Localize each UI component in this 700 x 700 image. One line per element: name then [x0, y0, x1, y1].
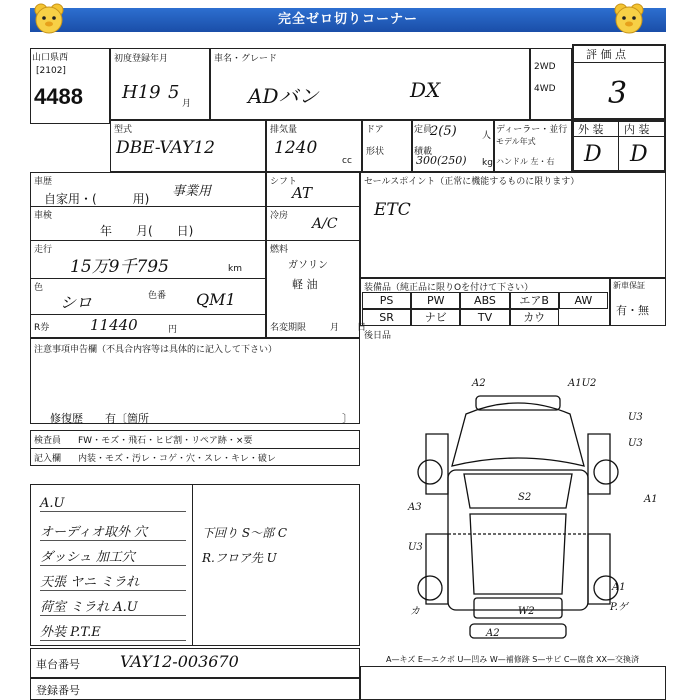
colorcode-label: 色番 — [148, 291, 167, 301]
handle-label: ハンドル 左・右 — [496, 157, 555, 166]
door-label: ドア — [366, 125, 384, 135]
exterior-label: 外 装 — [578, 123, 604, 136]
use-value: 自家用・( 用) — [44, 192, 150, 206]
sales-points-box — [360, 172, 666, 278]
first-reg-month: 5 — [168, 82, 180, 103]
damage-mark: U3 — [628, 412, 643, 423]
entry-items: 内装・モズ・汚レ・コゲ・穴・スレ・キレ・破レ — [78, 454, 276, 464]
inspection-value: 年 月( 日) — [100, 224, 194, 238]
remark-left-line: 天張 ヤニ ミラれ — [40, 571, 186, 591]
drive-2wd: 2WD — [534, 62, 556, 72]
recycle-unit: 円 — [168, 325, 178, 335]
car-name-label: 車名・グレード — [214, 54, 278, 64]
use-hand: 事業用 — [172, 184, 212, 199]
car-damage-diagram — [370, 374, 666, 644]
drive-4wd: 4WD — [534, 84, 556, 94]
equipment-item: PS — [362, 292, 411, 309]
ac-value: A/C — [312, 216, 338, 232]
shift-label: シフト — [270, 177, 298, 187]
footer-right-box — [360, 666, 666, 700]
damage-mark: A1U2 — [568, 378, 597, 389]
equipment-label: 装備品（純正品に限りOを付けて下さい） — [364, 283, 534, 293]
bear-mascot-icon — [32, 2, 66, 36]
entry-label: 記入欄 — [34, 454, 62, 464]
shape-label: 形状 — [366, 147, 385, 157]
ac-label: 冷房 — [270, 211, 289, 221]
exterior-value: D — [584, 142, 602, 167]
shift-value: AT — [292, 184, 313, 202]
equipment-item: ナビ — [411, 309, 460, 326]
damage-mark: W2 — [518, 606, 535, 617]
rear-items-label: 後日品 — [364, 331, 392, 341]
recycle-label: R券 — [34, 323, 50, 333]
fuel-label: 燃料 — [270, 245, 289, 255]
remark-right-line: 下回り S〜部 C — [202, 526, 288, 540]
color-label: 色 — [34, 283, 44, 293]
site-code: [2102] — [36, 66, 66, 76]
first-reg-label: 初度登録年月 — [114, 54, 169, 64]
score-value: 3 — [608, 76, 628, 111]
chassis-label: 車台番号 — [36, 658, 80, 671]
remark-right-line: R.フロア先 U — [202, 551, 277, 565]
inspector-label: 検査員 — [34, 436, 62, 446]
damage-mark: P.ゲ — [610, 602, 628, 613]
capacity-unit: 人 — [482, 131, 492, 141]
remark-left-line: 外装 P.T.E — [40, 621, 186, 641]
mileage-label: 走行 — [34, 245, 53, 255]
equipment-item: PW — [411, 292, 460, 309]
recycle-value: 11440 — [90, 316, 138, 334]
registration-label: 登録番号 — [36, 684, 80, 697]
notes-label: 注意事項申告欄（不具合内容等は具体的に記入して下さい） — [34, 345, 278, 355]
capacity-value: 2(5) — [430, 124, 457, 139]
damage-mark: U3 — [408, 542, 423, 553]
capacity-label: 定員 — [414, 125, 433, 135]
damage-mark: カ — [410, 606, 420, 617]
equipment-item: SR — [362, 309, 411, 326]
displacement-unit: cc — [342, 156, 352, 166]
equipment-item: エアB — [510, 292, 559, 309]
chassis-value: VAY12-003670 — [120, 652, 239, 671]
remark-left-line: ダッシュ 加工穴 — [40, 546, 186, 566]
equipment-item: ABS — [460, 292, 509, 309]
score-label: 評 価 点 — [586, 48, 626, 61]
load-value: 300(250) — [416, 154, 467, 167]
mileage-value: 15万9千795 — [70, 257, 169, 277]
load-unit: kg — [482, 158, 493, 168]
new-warranty-value: 有・無 — [616, 304, 649, 317]
spec-box — [266, 172, 360, 338]
grade-value: DX — [410, 78, 441, 102]
fuel-value: ガソリン — [288, 260, 328, 271]
equipment-item: カウ — [510, 309, 559, 326]
color-value: シロ — [60, 293, 93, 312]
lot-number: 4488 — [34, 84, 83, 109]
auction-sheet — [30, 44, 666, 700]
damage-mark: A3 — [408, 502, 422, 513]
remark-left-line: オーディオ取外 穴 — [40, 521, 186, 541]
model-year-label: モデル年式 — [496, 137, 536, 146]
damage-mark: U3 — [628, 438, 643, 449]
displacement-value: 1240 — [274, 138, 318, 158]
bear-mascot-icon — [612, 2, 646, 36]
month-unit: 月 — [182, 99, 192, 109]
region-label: 山口県西 — [32, 53, 69, 63]
inspector-items: FW・モズ・飛石・ヒビ割・リペア跡・×要 — [78, 436, 253, 446]
use-label: 車歴 — [34, 177, 53, 187]
namechange-value: 月 日 — [330, 323, 367, 333]
banner-title: 完全ゼロ切りコーナー — [30, 8, 666, 32]
damage-mark: A2 — [472, 378, 486, 389]
inspection-label: 車検 — [34, 211, 53, 221]
remark-left-line: A.U — [40, 496, 186, 512]
new-warranty-label: 新車保証 — [613, 281, 645, 290]
interior-label: 内 装 — [624, 123, 650, 136]
type-value: DBE-VAY12 — [116, 138, 215, 158]
namechange-label: 名変期限 — [270, 323, 307, 333]
remark-left-line: 荷室 ミラれ A.U — [40, 596, 186, 616]
interior-value: D — [630, 142, 648, 167]
repair-close: 〕 — [342, 412, 353, 425]
mileage-unit: km — [228, 264, 242, 274]
fuel-light: 軽 油 — [292, 278, 318, 291]
legend-text: A—キズ E—エクボ U—凹み W—補修跡 S—サビ C—腐食 XX—交換済 — [386, 655, 640, 664]
damage-mark: A1 — [644, 494, 658, 505]
car-name-value: ADバン — [248, 84, 319, 108]
equipment-item: TV — [460, 309, 509, 326]
damage-mark: S2 — [518, 492, 532, 503]
damage-mark: A1 — [612, 582, 626, 593]
displacement-label: 排気量 — [270, 125, 298, 135]
colorcode-value: QM1 — [196, 290, 236, 309]
sales-points-value: ETC — [374, 200, 411, 220]
repair-label: 修復歴 有〔箇所 — [50, 412, 149, 425]
first-reg-year: H19 — [122, 82, 161, 103]
load-label: 積載 — [414, 147, 433, 157]
dealer-label: ディーラー・並行 — [496, 125, 568, 135]
type-label: 型式 — [114, 125, 133, 135]
damage-mark: A2 — [486, 628, 500, 639]
equipment-item: AW — [559, 292, 608, 309]
sales-points-label: セールスポイント（正常に機能するものに限ります） — [364, 177, 580, 187]
